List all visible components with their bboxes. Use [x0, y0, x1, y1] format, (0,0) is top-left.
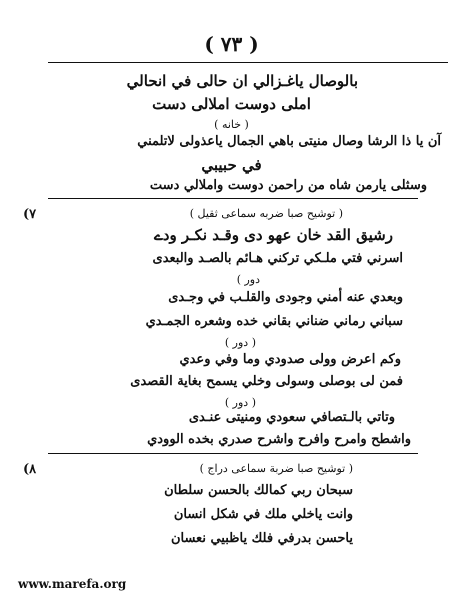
- text-line: وسثلى يارمن شاه من راحمن دوست واملالي دست: [149, 178, 427, 193]
- text-line: بالوصال ياغـزالي ان حالى في انحالي: [126, 72, 358, 90]
- page-number: ( ٧٣ ): [204, 32, 259, 56]
- verse-line: وانت ياخلي ملك في شكل انسان: [173, 507, 353, 522]
- section-label: دور ): [236, 273, 260, 286]
- section-heading: ( توشيح صبا ضربه سماعى ثقيل ): [189, 207, 343, 220]
- verse-line: رشيق القد خان عهو دى وقـد نكـر ودے: [153, 226, 393, 244]
- verse-line: ياحسن بدرفي فلك ياظبيي نعسان: [170, 531, 353, 546]
- section-label: ( خانه ): [214, 118, 249, 131]
- verse-line: سباني رماني ضناني بقاني خده وشعره الجمـدي: [145, 314, 403, 329]
- text-line: املى دوست املالى دست: [152, 95, 311, 113]
- verse-line: فمن لى بوصلى وسولى وخلي يسمح بغاية القصدى: [130, 374, 403, 389]
- section-label: ( دور ): [224, 336, 256, 349]
- section-label: ( دور ): [224, 396, 256, 409]
- section-number: (٧: [23, 207, 37, 222]
- header-rule: [48, 62, 448, 63]
- verse-line: واشطح وامرح وافرح واشرح صدري بخده الوودي: [147, 432, 411, 447]
- verse-line: سبحان ربي كمالك بالحسن سلطان: [164, 483, 353, 498]
- text-line: في حبيبي: [201, 156, 262, 174]
- verse-line: اسرني فتي ملـكي تركني هـائم بالصـد والبعدى: [152, 251, 403, 266]
- section-divider: [48, 453, 418, 454]
- section-number: (٨: [23, 462, 37, 477]
- section-heading: ( توشيح صبا ضربة سماعى دراج ): [199, 462, 353, 475]
- section-divider: [48, 198, 418, 199]
- footer-url: www.marefa.org: [18, 577, 127, 591]
- verse-line: وتاتي بالـتصافي سعودي ومنيتى عنـدى: [188, 410, 395, 425]
- verse-line: وكم اعرض وولى صدودي وما وفي وعدي: [179, 352, 401, 367]
- verse-line: وبعدي عنه أمني وجودى والقلـب في وجـدى: [168, 290, 403, 305]
- text-line: آن يا ذا الرشا وصال منيتى باهي الجمال ياعذولى لاتلمني: [137, 134, 441, 149]
